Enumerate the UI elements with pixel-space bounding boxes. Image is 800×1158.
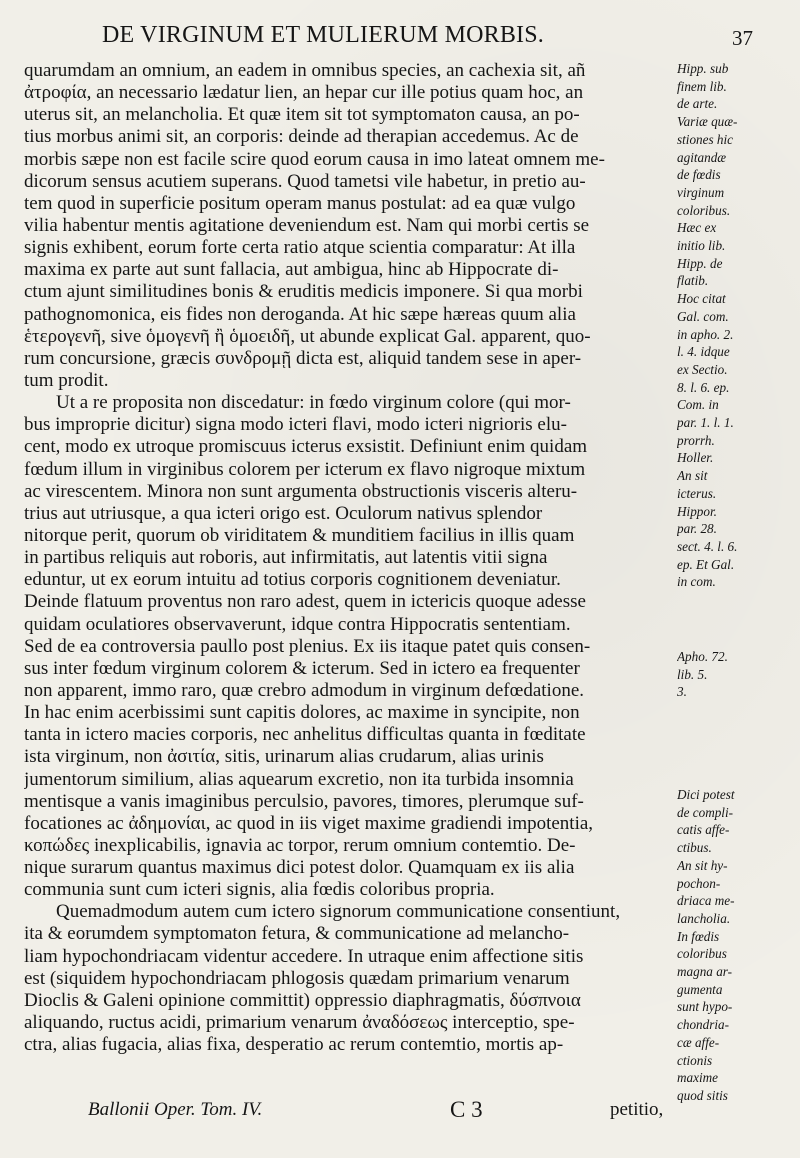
text-line: Dioclis & Galeni opinione committit) oppressio diaphragmatis, δύσπνοια <box>24 989 581 1011</box>
text-line: bus improprie dicitur) signa modo icteri flavi, modo icteri nigrioris elu- <box>24 414 567 436</box>
text-line: signis exhibent, eorum forte certa ratio atque scientia comparatur: At illa <box>24 237 576 259</box>
text-line: quidam oculatiores observaverunt, idque contra Hippocratis sententiam. <box>24 613 571 635</box>
margin-note-line: lib. 5. <box>677 666 708 682</box>
margin-note-line: Hippor. <box>677 503 717 519</box>
text-line: quarumdam an omnium, an eadem in omnibus species, an cachexia sit, añ <box>24 60 586 81</box>
margin-note-line: l. 4. idque <box>677 344 730 360</box>
margin-note-line: magna ar- <box>677 964 733 980</box>
text-line: ctum ajunt similitudines bonis & eruditis medicis imponere. Si qua morbi <box>24 281 583 303</box>
main-text-block <box>24 60 664 1100</box>
margin-note-line: agitandæ <box>677 149 727 165</box>
margin-note <box>677 60 789 591</box>
margin-note <box>677 786 789 1105</box>
text-line: non apparent, immo raro, quæ crebro admodum in virginum defœdatione. <box>24 679 585 701</box>
margin-note-line: Hipp. sub <box>677 61 729 76</box>
text-line: sus inter fœdum virginum colorem & icterum. Sed in ictero ea frequenter <box>24 657 580 679</box>
text-line: dicorum sensus acutiem superans. Quod tametsi vile habetur, in pretio au- <box>24 170 586 192</box>
running-title: DE VIRGINUM ET MULIERUM MORBIS. <box>102 22 544 48</box>
margin-note-line: ctibus. <box>677 840 712 856</box>
text-line: rum concursione, græcis συνδρομῇ dicta est, aliquid tandem sese in aper- <box>24 347 582 369</box>
margin-note-line: coloribus <box>677 946 727 962</box>
text-line: ita & eorumdem symptomaton fetura, & communicatione ad melancho- <box>24 923 570 945</box>
margin-note-line: stiones hic <box>677 131 734 147</box>
margin-note-line: par. 28. <box>677 521 717 537</box>
margin-note-line: quod sitis <box>677 1087 728 1103</box>
text-line: nitorque perit, quorum ob viriditatem & munditiem facilius in illis quam <box>24 524 575 546</box>
margin-note-line: par. 1. l. 1. <box>677 415 734 431</box>
margin-note-line: de arte. <box>677 96 718 112</box>
text-line: vilia habentur mentis agitatione deveniendum est. Nam qui morbi certis se <box>24 214 590 236</box>
margin-note-line: ex Sectio. <box>677 361 728 377</box>
margin-note-line: Com. in <box>677 397 719 413</box>
text-line: aliquando, ructus acidi, primarium venarum ἀναδόσεως interceptio, spe- <box>24 1012 575 1034</box>
text-line: tem quod in superficie positum operam manus postulat: ad ea quæ vulgo <box>24 192 576 214</box>
text-line: tanta in ictero macies corporis, nec anhelitus difficultas quanta in fœditate <box>24 724 586 746</box>
text-line: eduntur, ut ex eorum intuitu ad totius corporis cognitionem deveniatur. <box>24 569 561 591</box>
margin-note-line: flatib. <box>677 273 709 289</box>
margin-note-line: cæ affe- <box>677 1034 720 1050</box>
margin-note-line: icterus. <box>677 485 717 501</box>
margin-note-line: 8. l. 6. ep. <box>677 379 730 395</box>
margin-note-line: sect. 4. l. 6. <box>677 538 738 554</box>
signature-mark: C 3 <box>450 1097 483 1122</box>
text-line: ctra, alias fugacia, alias fixa, desperatio ac rerum contemtio, mortis ap- <box>24 1034 564 1056</box>
text-line: morbis sæpe non est facile scire quod eorum causa in imo lateat omnem me- <box>24 148 605 170</box>
text-line: tius morbus animi sit, an corporis: deinde ad therapian accedemus. Ac de <box>24 126 579 148</box>
margin-note-line: sunt hypo- <box>677 999 733 1015</box>
text-line: ἑτερογενῆ, sive ὁμογενῆ ἢ ὁμοειδῆ, ut abunde explicat Gal. apparent, quo- <box>24 325 591 347</box>
text-line: focationes ac ἀδημονίαι, ac quod in iis viget maxime gradiendi impotentia, <box>24 812 594 834</box>
margin-note-line: Hipp. de <box>677 255 723 271</box>
margin-note-line: chondria- <box>677 1017 730 1033</box>
margin-note-line: ep. Et Gal. <box>677 556 735 572</box>
text-line: fœdum illum in virginibus colorem per icterum ex flavo nigroque mixtum <box>24 458 586 480</box>
text-line: uterus sit, an melancholia. Et quæ item sit tot symptomaton causa, an po- <box>24 104 580 126</box>
text-line: pathognomonica, eis fides non deroganda. At hic sæpe hæreas quum alia <box>24 303 576 325</box>
marginal-notes <box>677 60 789 1135</box>
text-line: Deinde flatuum proventus non raro adest, quem in ictericis quoque adesse <box>24 591 586 613</box>
text-line: nique surarum quantus maximus dici potest dolor. Quamquam ex iis alia <box>24 857 575 879</box>
text-line: ἀτροφία, an necessario lædatur lien, an hepar cur ille potius quam hoc, an <box>24 82 584 104</box>
text-line: Ut a re proposita non discedatur: in fœdo virginum colore (qui mor- <box>56 392 571 414</box>
margin-note-line: Gal. com. <box>677 308 729 324</box>
text-line: mentisque a vanis imaginibus perculsio, pavores, timores, plerumque suf- <box>24 790 584 812</box>
text-line: Sed de ea controversia paullo post plenius. Ex iis itaque patet quis consen- <box>24 635 591 657</box>
text-line: liam hypochondriacam videntur accedere. In utraque enim affectione sitis <box>24 945 584 967</box>
page-footer <box>0 1097 800 1131</box>
text-line: tum prodit. <box>24 369 109 391</box>
margin-note-line: An sit hy- <box>677 857 728 873</box>
catchword: petitio, <box>610 1099 664 1120</box>
text-line: ac virescentem. Minora non sunt argumenta obstructionis visceris alteru- <box>24 480 578 502</box>
margin-note-line: Hæc ex <box>677 220 717 236</box>
margin-note-line: maxime <box>677 1070 719 1086</box>
page-header <box>0 22 800 58</box>
margin-note-line: catis affe- <box>677 822 730 838</box>
margin-note-line: gumenta <box>677 981 723 997</box>
margin-note-line: ctionis <box>677 1052 713 1068</box>
margin-note-line: in apho. 2. <box>677 326 734 342</box>
margin-note-line: finem lib. <box>677 78 727 94</box>
text-line: est (siquidem hypochondriacam phlogosis quædam primarium venarum <box>24 967 570 989</box>
footer-signature: Ballonii Oper. Tom. IV. <box>88 1099 263 1120</box>
margin-note-line: lancholia. <box>677 910 731 926</box>
text-line: communia sunt cum icteri signis, alia fœdis coloribus propria. <box>24 879 495 901</box>
text-line: jumentorum similium, alias aquearum excretio, non ita turbida insomnia <box>24 768 574 790</box>
margin-note-line: initio lib. <box>677 238 726 254</box>
margin-note-line: de fœdis <box>677 167 721 183</box>
margin-note-line: pochon- <box>677 875 721 891</box>
text-line: trius aut utriusque, a qua icteri origo est. Oculorum nativus splendor <box>24 502 543 524</box>
margin-note-line: Apho. 72. <box>677 649 728 664</box>
text-line: Quemadmodum autem cum ictero signorum communicatione consentiunt, <box>56 901 621 923</box>
margin-note-line: Hoc citat <box>677 291 726 307</box>
margin-note-line: driaca me- <box>677 893 735 909</box>
page-number: 37 <box>732 26 753 50</box>
text-line: ista virginum, non ἀσιτία, sitis, urinarum alias crudarum, alias urinis <box>24 746 544 768</box>
margin-note-line: in com. <box>677 574 716 590</box>
text-line: maxima ex parte aut sunt fallacia, aut ambigua, hinc ab Hippocrate di- <box>24 259 559 281</box>
margin-note-line: In fœdis <box>677 928 720 944</box>
margin-note <box>677 648 789 701</box>
text-line: cent, modo ex utroque promiscuus icterus exsistit. Definiunt enim quidam <box>24 436 588 458</box>
text-line: in partibus reliquis aut roboris, aut infirmitatis, aut latentis vitii signa <box>24 547 548 569</box>
margin-note-line: 3. <box>677 684 687 700</box>
margin-note-line: coloribus. <box>677 202 731 218</box>
margin-note-line: Variæ quæ- <box>677 114 738 130</box>
text-line: In hac enim acerbissimi sunt capitis dolores, ac maxime in syncipite, non <box>24 702 580 724</box>
margin-note-line: de compli- <box>677 804 734 820</box>
text-line: κοπώδες inexplicabilis, ignavia ac torpor, rerum omnium contemtio. De- <box>24 834 576 856</box>
margin-note-line: Dici potest <box>677 787 735 802</box>
margin-note-line: virginum <box>677 184 725 200</box>
margin-note-line: An sit <box>677 468 708 484</box>
margin-note-line: Holler. <box>677 450 714 466</box>
margin-note-line: prorrh. <box>677 432 715 448</box>
